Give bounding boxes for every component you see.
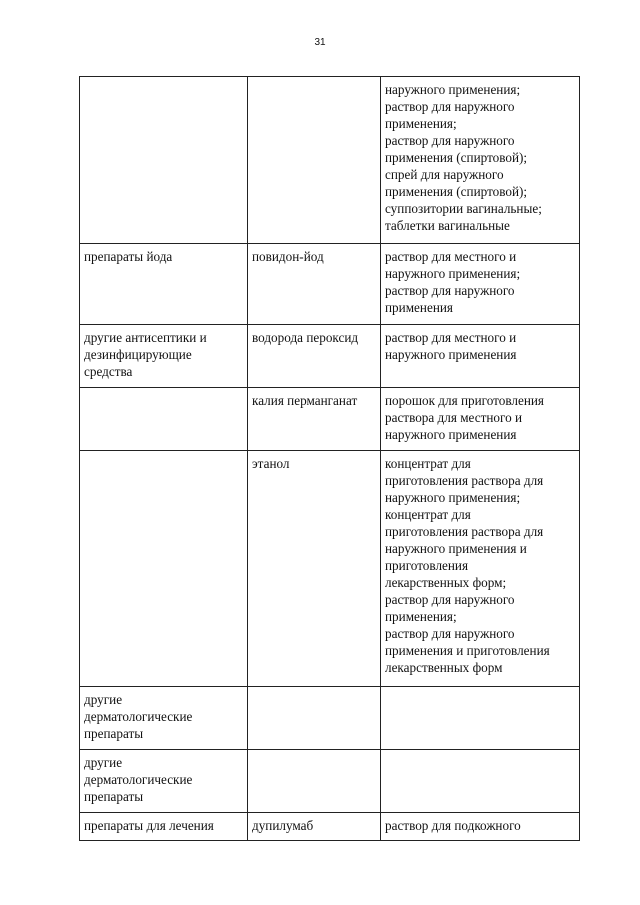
group-cell	[80, 687, 248, 750]
table-row	[80, 77, 580, 244]
substance-line: водорода пероксид	[252, 330, 359, 345]
group-cell	[80, 388, 248, 451]
forms-cell	[381, 325, 580, 388]
group-line: препараты для лечения	[84, 818, 214, 833]
group-line: другие	[84, 692, 123, 707]
group-cell	[80, 325, 248, 388]
group-line: другие	[84, 755, 123, 770]
forms-line: применения (спиртовой);	[385, 150, 528, 165]
forms-line: спрей для наружного	[385, 167, 504, 182]
forms-line: приготовления раствора для	[385, 524, 544, 539]
forms-cell	[381, 244, 580, 325]
group-cell	[80, 813, 248, 841]
table-row	[80, 451, 580, 687]
substance-cell	[248, 687, 381, 750]
substance-cell	[248, 388, 381, 451]
forms-line: раствора для местного и	[385, 410, 523, 425]
group-cell	[80, 451, 248, 687]
substance-line: повидон-йод	[252, 249, 324, 264]
substance-cell	[248, 77, 381, 244]
forms-line: наружного применения;	[385, 266, 521, 281]
group-cell	[80, 244, 248, 325]
forms-line: суппозитории вагинальные;	[385, 201, 542, 216]
forms-cell	[381, 750, 580, 813]
group-line: дерматологические	[84, 709, 193, 724]
forms-line: приготовления раствора для	[385, 473, 544, 488]
forms-line: концентрат для	[385, 456, 471, 471]
substance-cell	[248, 451, 381, 687]
group-line: средства	[84, 364, 133, 379]
table-row	[80, 750, 580, 813]
substance-cell	[248, 750, 381, 813]
substance-line: калия перманганат	[252, 393, 358, 408]
page-number: 31	[314, 37, 326, 48]
forms-line: таблетки вагинальные	[385, 218, 510, 233]
forms-line: применения и приготовления	[385, 643, 550, 658]
forms-line: наружного применения	[385, 347, 517, 362]
substance-cell	[248, 244, 381, 325]
forms-line: порошок для приготовления	[385, 393, 545, 408]
forms-line: раствор для наружного	[385, 133, 515, 148]
substance-line: дупилумаб	[252, 818, 314, 833]
forms-line: применения (спиртовой);	[385, 184, 528, 199]
substance-cell	[248, 325, 381, 388]
table-row	[80, 244, 580, 325]
forms-line: раствор для местного и	[385, 330, 517, 345]
forms-cell	[381, 388, 580, 451]
group-line: препараты йода	[84, 249, 173, 264]
group-line: дезинфицирующие	[84, 347, 192, 362]
forms-cell	[381, 77, 580, 244]
table-row	[80, 687, 580, 750]
forms-cell	[381, 813, 580, 841]
forms-line: применения;	[385, 609, 457, 624]
substance-line: этанол	[252, 456, 290, 471]
group-line: другие антисептики и	[84, 330, 207, 345]
forms-line: концентрат для	[385, 507, 471, 522]
substance-cell	[248, 813, 381, 841]
group-line: препараты	[84, 726, 144, 741]
forms-line: наружного применения	[385, 427, 517, 442]
group-cell	[80, 77, 248, 244]
forms-cell	[381, 687, 580, 750]
group-cell	[80, 750, 248, 813]
table-row	[80, 388, 580, 451]
drug-table	[79, 76, 580, 841]
forms-line: наружного применения и	[385, 541, 527, 556]
forms-line: лекарственных форм	[385, 660, 503, 675]
forms-line: наружного применения;	[385, 82, 521, 97]
table-row	[80, 325, 580, 388]
forms-line: раствор для наружного	[385, 592, 515, 607]
forms-line: раствор для подкожного	[385, 818, 521, 833]
group-line: препараты	[84, 789, 144, 804]
forms-line: раствор для наружного	[385, 626, 515, 641]
forms-line: применения;	[385, 116, 457, 131]
forms-line: приготовления	[385, 558, 469, 573]
forms-line: раствор для местного и	[385, 249, 517, 264]
forms-line: применения	[385, 300, 453, 315]
forms-line: лекарственных форм;	[385, 575, 507, 590]
forms-line: наружного применения;	[385, 490, 521, 505]
forms-line: раствор для наружного	[385, 99, 515, 114]
forms-cell	[381, 451, 580, 687]
forms-line: раствор для наружного	[385, 283, 515, 298]
group-line: дерматологические	[84, 772, 193, 787]
table-row	[80, 813, 580, 841]
